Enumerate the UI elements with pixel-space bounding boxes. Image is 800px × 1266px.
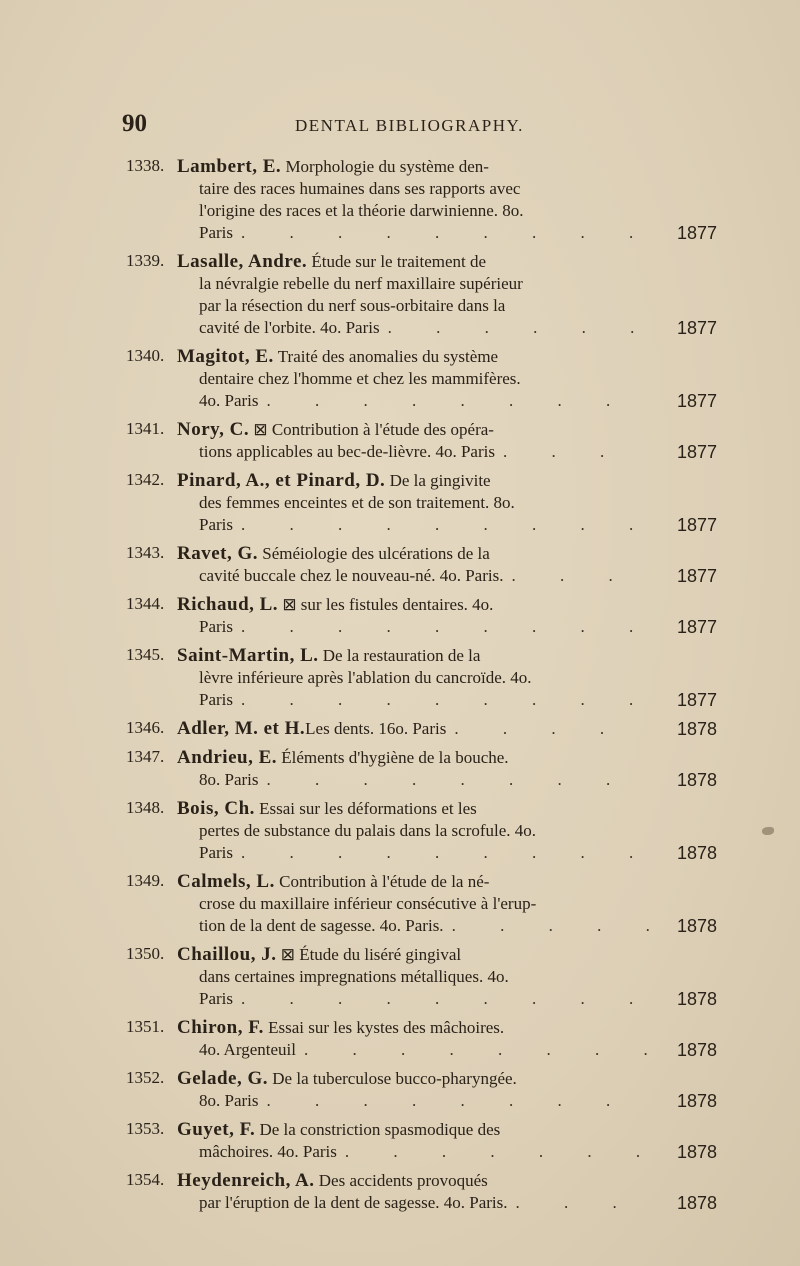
leader-dots [511, 565, 649, 587]
entry-line [177, 543, 655, 565]
entry-year: 1877 [677, 391, 718, 411]
bibliography-entry [0, 747, 800, 791]
entry-line [177, 251, 655, 273]
entry-number: 1348. [126, 798, 165, 817]
entry-number: 1351. [126, 1017, 165, 1036]
entry-text: Séméiologie des ulcérations de la [262, 544, 490, 563]
entry-line [177, 222, 655, 244]
running-header [0, 110, 800, 140]
entry-year: 1878 [677, 719, 718, 739]
entry-text: Essai sur les kystes des mâchoires. [268, 1018, 505, 1037]
entry-line [177, 390, 655, 412]
entry-text: Paris [199, 223, 233, 242]
entry-year: 1878 [677, 1142, 718, 1162]
entry-line [177, 689, 655, 711]
entry-text: lèvre inférieure après l'ablation du cancroïde. 4o. [199, 668, 532, 687]
entry-body [177, 1119, 655, 1163]
entry-body [177, 747, 655, 791]
entry-line [177, 944, 655, 966]
entry-text: crose du maxillaire inférieur consécutive à l'erup- [199, 894, 537, 913]
bibliography-entry [0, 470, 800, 536]
entry-line [177, 616, 655, 638]
entry-text: 4o. Paris [199, 391, 259, 410]
entry-body [177, 944, 655, 1010]
entry-body [177, 543, 655, 587]
entry-author: Adler, M. et H. [177, 718, 306, 739]
entry-text: 8o. Paris [199, 770, 259, 789]
entry-text: 4o. Argenteuil [199, 1040, 296, 1059]
leader-dots [241, 616, 649, 638]
entry-body [177, 419, 655, 463]
entry-line [177, 514, 655, 536]
entry-text: ⊠ sur les fistules dentaires. 4o. [282, 595, 494, 614]
bibliography-entry [0, 1170, 800, 1214]
entry-body [177, 594, 655, 638]
leader-dots [267, 1090, 650, 1112]
entry-line [177, 1192, 655, 1214]
page-number: 90 [122, 110, 147, 137]
leader-dots [267, 769, 650, 791]
leader-dots [345, 1141, 649, 1163]
leader-dots [503, 441, 649, 463]
entry-line [177, 645, 655, 667]
entry-text: Paris [199, 515, 233, 534]
entry-year: 1877 [677, 318, 718, 338]
entry-body [177, 871, 655, 937]
entry-line [177, 295, 655, 317]
entry-line [177, 565, 655, 587]
bibliography-entry [0, 1119, 800, 1163]
entry-year: 1878 [677, 1091, 718, 1111]
entry-text: par l'éruption de la dent de sagesse. 4o. Paris. [199, 1193, 508, 1212]
entry-line [177, 200, 655, 222]
entry-line [177, 594, 655, 616]
entry-year: 1877 [677, 223, 718, 243]
entry-year: 1877 [677, 515, 718, 535]
leader-dots [241, 988, 649, 1010]
entry-line [177, 1170, 655, 1192]
leader-dots [241, 689, 649, 711]
entry-text: De la constriction spasmodique des [259, 1120, 501, 1139]
entry-year: 1877 [677, 566, 718, 586]
entry-line [177, 966, 655, 988]
entry-text: Des accidents provoqués [318, 1171, 488, 1190]
entry-text: ⊠ Étude du liséré gingival [280, 945, 462, 964]
entry-text: Étude sur le traitement de [311, 252, 487, 271]
entry-author: Heydenreich, A. [177, 1170, 315, 1191]
entry-year: 1878 [677, 989, 718, 1009]
entry-line [177, 667, 655, 689]
entry-line [177, 798, 655, 820]
entry-number: 1343. [126, 543, 165, 562]
entry-text: Paris [199, 989, 233, 1008]
entry-number: 1342. [126, 470, 165, 489]
entry-body [177, 1170, 655, 1214]
bibliography-entry [0, 798, 800, 864]
entry-body [177, 645, 655, 711]
entry-line [177, 1039, 655, 1061]
entry-number: 1354. [126, 1170, 165, 1189]
entry-text: pertes de substance du palais dans la scrofule. 4o. [199, 821, 537, 840]
entry-text: cavité de l'orbite. 4o. Paris [199, 318, 380, 337]
entry-year: 1877 [677, 442, 718, 462]
bibliography-entry [0, 645, 800, 711]
entry-body [177, 470, 655, 536]
entry-number: 1338. [126, 156, 165, 175]
entry-text: Paris [199, 843, 233, 862]
entry-text: dentaire chez l'homme et chez les mammifères. [199, 369, 521, 388]
entry-body [177, 346, 655, 412]
entry-body [177, 1068, 655, 1112]
entry-line [177, 820, 655, 842]
entry-body [177, 156, 655, 244]
leader-dots [241, 514, 649, 536]
bibliography-entry [0, 594, 800, 638]
entry-number: 1345. [126, 645, 165, 664]
entry-line [177, 1017, 655, 1039]
entry-number: 1353. [126, 1119, 165, 1138]
bibliography-entry [0, 156, 800, 244]
entry-author: Saint-Martin, L. [177, 645, 319, 666]
entry-author: Lambert, E. [177, 156, 282, 177]
entry-author: Pinard, A., et Pinard, D. [177, 470, 386, 491]
entry-number: 1347. [126, 747, 165, 766]
entry-line [177, 346, 655, 368]
entry-line [177, 470, 655, 492]
entry-number: 1344. [126, 594, 165, 613]
leader-dots [452, 915, 649, 937]
bibliography-entry [0, 1068, 800, 1112]
leader-dots [241, 842, 649, 864]
entry-line [177, 871, 655, 893]
entry-line [177, 718, 655, 740]
entry-text: tions applicables au bec-de-lièvre. 4o. Paris [199, 442, 495, 461]
entry-author: Lasalle, Andre. [177, 251, 308, 272]
entry-text: Éléments d'hygiène de la bouche. [281, 748, 509, 767]
entry-line [177, 1068, 655, 1090]
bibliography-entry [0, 1017, 800, 1061]
entry-line [177, 915, 655, 937]
entry-text: taire des races humaines dans ses rapports avec [199, 179, 521, 198]
entry-text: Paris [199, 690, 233, 709]
leader-dots [267, 390, 650, 412]
bibliography-entry [0, 419, 800, 463]
entry-line [177, 747, 655, 769]
entry-text: la névralgie rebelle du nerf maxillaire supérieur [199, 274, 523, 293]
entry-author: Calmels, L. [177, 871, 275, 892]
entry-line [177, 492, 655, 514]
entry-number: 1352. [126, 1068, 165, 1087]
entry-author: Andrieu, E. [177, 747, 277, 768]
entry-text: De la gingivite [389, 471, 491, 490]
entry-author: Richaud, L. [177, 594, 279, 615]
entry-line [177, 1141, 655, 1163]
entry-text: Essai sur les déformations et les [259, 799, 477, 818]
entry-line [177, 1119, 655, 1141]
entry-number: 1340. [126, 346, 165, 365]
entry-author: Bois, Ch. [177, 798, 255, 819]
entry-year: 1877 [677, 690, 718, 710]
entry-text: mâchoires. 4o. Paris [199, 1142, 337, 1161]
entry-author: Ravet, G. [177, 543, 259, 564]
entry-text: par la résection du nerf sous-orbitaire dans la [199, 296, 506, 315]
entry-number: 1350. [126, 944, 165, 963]
entry-line [177, 842, 655, 864]
bibliography-entry [0, 871, 800, 937]
entry-text: Paris [199, 617, 233, 636]
entry-year: 1878 [677, 770, 718, 790]
bibliography-list [0, 156, 800, 1221]
entry-line [177, 988, 655, 1010]
entry-text: Traité des anomalies du système [277, 347, 499, 366]
entry-author: Guyet, F. [177, 1119, 256, 1140]
entry-number: 1346. [126, 718, 165, 737]
bibliography-entry [0, 543, 800, 587]
leader-dots [516, 1192, 649, 1214]
entry-body [177, 251, 655, 339]
entry-text: ⊠ Contribution à l'étude des opéra- [253, 420, 494, 439]
entry-year: 1878 [677, 1040, 718, 1060]
leader-dots [304, 1039, 649, 1061]
entry-author: Nory, C. [177, 419, 250, 440]
entry-body [177, 718, 655, 740]
entry-text: De la tuberculose bucco-pharyngée. [272, 1069, 517, 1088]
entry-author: Chaillou, J. [177, 944, 277, 965]
bibliography-entry [0, 944, 800, 1010]
entry-line [177, 273, 655, 295]
entry-text: 8o. Paris [199, 1091, 259, 1110]
entry-author: Magitot, E. [177, 346, 274, 367]
entry-number: 1339. [126, 251, 165, 270]
leader-dots [454, 718, 649, 740]
entry-text: Les dents. 16o. Paris [305, 719, 447, 738]
entry-line [177, 419, 655, 441]
leader-dots [388, 317, 649, 339]
entry-body [177, 1017, 655, 1061]
entry-line [177, 1090, 655, 1112]
entry-number: 1349. [126, 871, 165, 890]
entry-line [177, 317, 655, 339]
running-title: DENTAL BIBLIOGRAPHY. [295, 116, 524, 135]
entry-text: des femmes enceintes et de son traitement. 8o. [199, 493, 515, 512]
entry-text: De la restauration de la [322, 646, 481, 665]
entry-text: cavité buccale chez le nouveau-né. 4o. Paris. [199, 566, 504, 585]
entry-year: 1878 [677, 916, 718, 936]
entry-line [177, 769, 655, 791]
entry-text: tion de la dent de sagesse. 4o. Paris. [199, 916, 444, 935]
entry-line [177, 441, 655, 463]
entry-line [177, 893, 655, 915]
entry-line [177, 156, 655, 178]
entry-text: l'origine des races et la théorie darwinienne. 8o. [199, 201, 524, 220]
entry-author: Chiron, F. [177, 1017, 264, 1038]
paper-stain [762, 827, 774, 835]
entry-year: 1878 [677, 843, 718, 863]
entry-body [177, 798, 655, 864]
entry-author: Gelade, G. [177, 1068, 269, 1089]
entry-number: 1341. [126, 419, 165, 438]
entry-text: Morphologie du système den- [285, 157, 489, 176]
entry-year: 1877 [677, 617, 718, 637]
bibliography-entry [0, 718, 800, 740]
entry-text: Contribution à l'étude de la né- [279, 872, 490, 891]
entry-line [177, 368, 655, 390]
entry-line [177, 178, 655, 200]
entry-year: 1878 [677, 1193, 718, 1213]
leader-dots [241, 222, 649, 244]
bibliography-entry [0, 251, 800, 339]
bibliography-entry [0, 346, 800, 412]
entry-text: dans certaines impregnations métalliques. 4o. [199, 967, 509, 986]
